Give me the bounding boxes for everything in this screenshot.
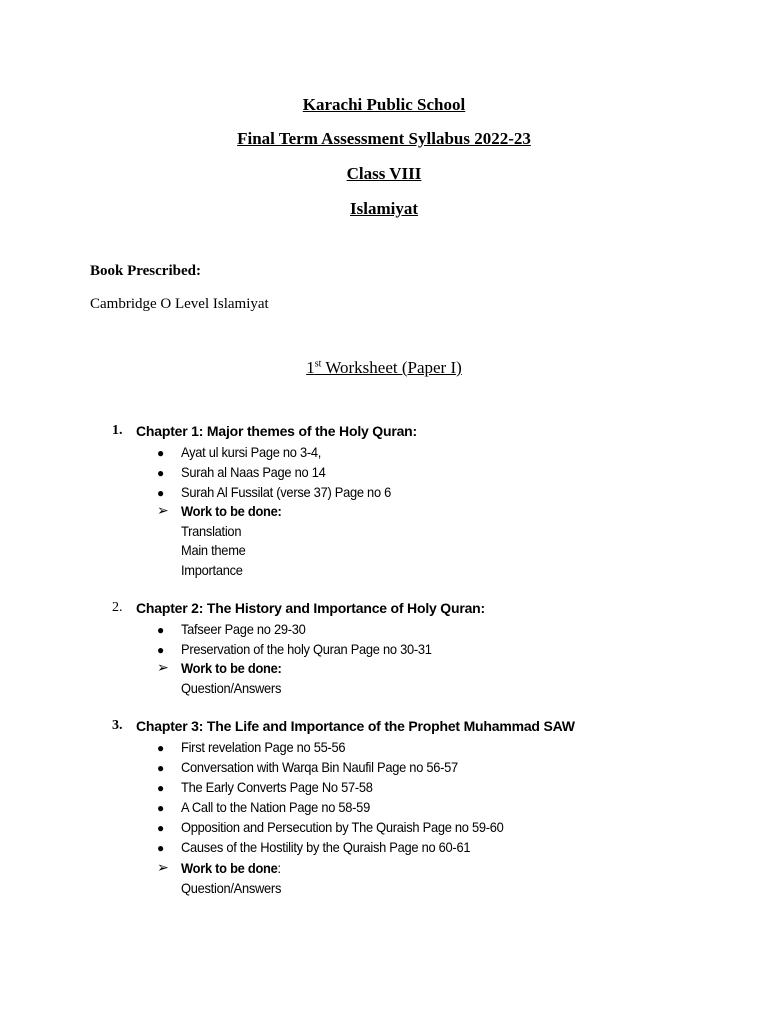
bullet-icon: ● <box>157 466 165 480</box>
list-item: A Call to the Nation Page no 58-59 <box>181 799 370 815</box>
chapter-number: 3. <box>112 718 123 733</box>
work-label: Work to be done: <box>181 660 282 676</box>
work-item: Question/Answers <box>181 680 282 696</box>
chapter-title: Chapter 3: The Life and Importance of the Prophet Muhammad SAW <box>136 718 575 734</box>
list-item: Ayat ul kursi Page no 3-4, <box>181 444 322 460</box>
list-item: Surah al Naas Page no 14 <box>181 464 326 480</box>
book-label: Book Prescribed: <box>90 263 201 279</box>
list-item: Preservation of the holy Quran Page no 30-31 <box>181 641 432 657</box>
bullet-icon: ● <box>157 643 165 657</box>
subject-title: Islamiyat <box>350 199 418 218</box>
work-label: Work to be done: <box>181 860 281 876</box>
school-name: Karachi Public School <box>302 95 466 114</box>
chapter-number: 2. <box>112 600 123 615</box>
work-item: Translation <box>181 523 242 539</box>
class-title: Class VIII <box>346 164 422 183</box>
bullet-icon: ● <box>157 623 165 637</box>
bullet-icon: ● <box>157 801 165 815</box>
arrow-icon: ➢ <box>157 661 169 676</box>
arrow-icon: ➢ <box>157 504 169 519</box>
list-item: Causes of the Hostility by the Quraish Page no 60-61 <box>181 839 471 855</box>
chapter-number: 1. <box>112 423 123 438</box>
bullet-icon: ● <box>157 841 165 855</box>
chapter-title: Chapter 2: The History and Importance of Holy Quran: <box>136 600 485 616</box>
work-item: Importance <box>181 562 243 578</box>
bullet-icon: ● <box>157 486 165 500</box>
list-item: Tafseer Page no 29-30 <box>181 621 306 637</box>
bullet-icon: ● <box>157 761 165 775</box>
bullet-icon: ● <box>157 741 165 755</box>
chapter-title: Chapter 1: Major themes of the Holy Quran: <box>136 423 417 439</box>
worksheet-heading: 1st Worksheet (Paper I) <box>306 358 462 377</box>
work-item: Question/Answers <box>181 880 282 896</box>
work-item: Main theme <box>181 542 246 558</box>
arrow-icon: ➢ <box>157 861 169 876</box>
bullet-icon: ● <box>157 446 165 460</box>
list-item: Surah Al Fussilat (verse 37) Page no 6 <box>181 484 392 500</box>
work-label: Work to be done: <box>181 503 282 519</box>
list-item: The Early Converts Page No 57-58 <box>181 779 373 795</box>
list-item: Conversation with Warqa Bin Naufil Page no 56-57 <box>181 759 458 775</box>
bullet-icon: ● <box>157 821 165 835</box>
syllabus-title: Final Term Assessment Syllabus 2022-23 <box>237 129 531 148</box>
list-item: First revelation Page no 55-56 <box>181 739 346 755</box>
bullet-icon: ● <box>157 781 165 795</box>
list-item: Opposition and Persecution by The Quraish Page no 59-60 <box>181 819 504 835</box>
book-title: Cambridge O Level Islamiyat <box>90 296 269 312</box>
